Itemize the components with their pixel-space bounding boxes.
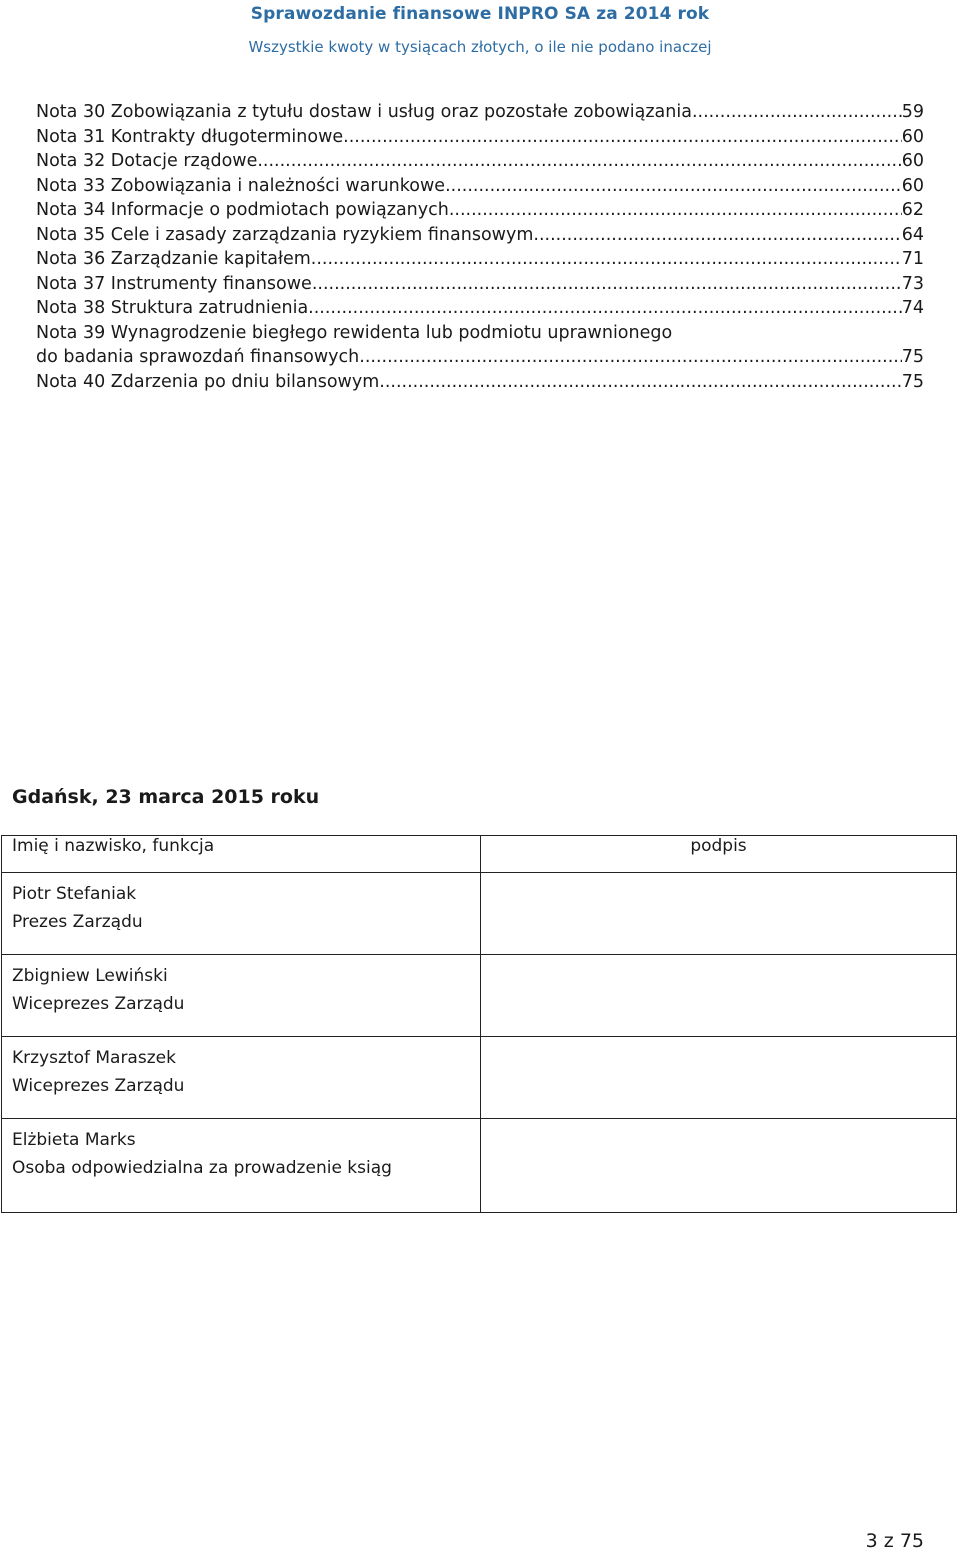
toc-entry[interactable] — [36, 174, 924, 199]
signatory-name: Piotr Stefaniak — [12, 884, 137, 904]
toc-leader-dots — [311, 247, 902, 272]
toc-entry[interactable] — [36, 272, 924, 297]
signature-box — [481, 873, 957, 955]
toc-entry[interactable] — [36, 125, 924, 150]
toc-entry-page: 60 — [901, 151, 924, 171]
toc-entry[interactable] — [36, 100, 924, 125]
signature-box — [481, 1037, 957, 1119]
toc-leader-dots — [312, 272, 902, 297]
toc-leader-dots — [692, 100, 902, 125]
toc-leader-dots — [379, 370, 901, 395]
toc-entry[interactable] — [36, 370, 924, 395]
toc-entry-page: 75 — [901, 347, 924, 367]
toc-entry[interactable] — [36, 345, 924, 370]
toc-entry-title: Nota 32 Dotacje rządowe — [36, 151, 258, 171]
signatory-role: Wiceprezes Zarządu — [12, 1076, 185, 1096]
toc-entry-title: Nota 35 Cele i zasady zarządzania ryzykiem finansowym — [36, 224, 534, 245]
toc-entry-page: 64 — [901, 224, 924, 245]
toc-entry[interactable] — [36, 149, 924, 174]
table-of-contents — [36, 100, 924, 394]
toc-entry-page: 73 — [901, 273, 924, 294]
toc-entry-page: 75 — [901, 371, 924, 392]
signatory-cell — [2, 1037, 481, 1119]
document-subtitle: Wszystkie kwoty w tysiącach złotych, o ile nie podano inaczej — [248, 38, 712, 56]
signature-box — [481, 1119, 957, 1213]
toc-leader-dots — [257, 149, 901, 174]
toc-entry-title: Nota 38 Struktura zatrudnienia — [36, 298, 309, 318]
document-title: Sprawozdanie finansowe INPRO SA za 2014 rok — [250, 4, 710, 24]
toc-leader-dots — [449, 198, 902, 223]
toc-entry-title: Nota 33 Zobowiązania i należności warunkowe — [36, 175, 446, 196]
toc-entry[interactable] — [36, 198, 924, 223]
signatory-cell — [2, 1119, 481, 1213]
signatory-row — [2, 955, 957, 1037]
signatory-role: Prezes Zarządu — [12, 912, 143, 932]
toc-entry[interactable] — [36, 247, 924, 272]
column-header-signature: podpis — [481, 836, 957, 873]
toc-entry-title-line1[interactable]: Nota 39 Wynagrodzenie biegłego rewidenta lub podmiotu uprawnionego — [36, 322, 673, 343]
place-and-date: Gdańsk, 23 marca 2015 roku — [12, 786, 320, 808]
toc-leader-dots — [359, 345, 901, 370]
signatory-name: Zbigniew Lewiński — [12, 966, 168, 986]
signatory-row — [2, 1119, 957, 1213]
toc-entry-page: 62 — [901, 200, 924, 220]
signature-table-header — [2, 836, 957, 873]
toc-entry-title: Nota 36 Zarządzanie kapitałem — [36, 249, 311, 269]
signatory-cell — [2, 955, 481, 1037]
toc-leader-dots — [308, 296, 902, 321]
toc-entry-title: Nota 30 Zobowiązania z tytułu dostaw i usług oraz pozostałe zobowiązania — [36, 102, 692, 122]
toc-leader-dots — [445, 174, 902, 199]
toc-entry-title: do badania sprawozdań finansowych — [36, 347, 360, 367]
signatory-role: Osoba odpowiedzialna za prowadzenie ksiąg — [12, 1158, 392, 1178]
toc-entry-title: Nota 34 Informacje o podmiotach powiązanych — [36, 200, 449, 220]
toc-leader-dots — [533, 223, 901, 248]
signature-box — [481, 955, 957, 1037]
toc-entry-page: 71 — [901, 249, 924, 269]
toc-entry[interactable] — [36, 296, 924, 321]
signatory-cell — [2, 873, 481, 955]
toc-entry-page: 59 — [901, 102, 924, 122]
signatory-name: Elżbieta Marks — [12, 1130, 136, 1150]
signatory-role: Wiceprezes Zarządu — [12, 994, 185, 1014]
toc-entry-page: 74 — [901, 298, 924, 318]
toc-leader-dots — [343, 125, 902, 150]
signatory-row — [2, 873, 957, 955]
signatory-name: Krzysztof Maraszek — [12, 1048, 176, 1068]
toc-entry-page: 60 — [901, 126, 924, 147]
signature-table — [1, 835, 957, 1213]
page-number: 3 z 75 — [865, 1530, 924, 1552]
toc-entry-title: Nota 31 Kontrakty długoterminowe — [36, 126, 344, 147]
toc-entry-title: Nota 40 Zdarzenia po dniu bilansowym — [36, 371, 380, 392]
signatory-row — [2, 1037, 957, 1119]
toc-entry[interactable] — [36, 223, 924, 248]
column-header-name-function: Imię i nazwisko, funkcja — [2, 836, 481, 873]
toc-entry-title: Nota 37 Instrumenty finansowe — [36, 273, 312, 294]
toc-entry-page: 60 — [901, 175, 924, 196]
